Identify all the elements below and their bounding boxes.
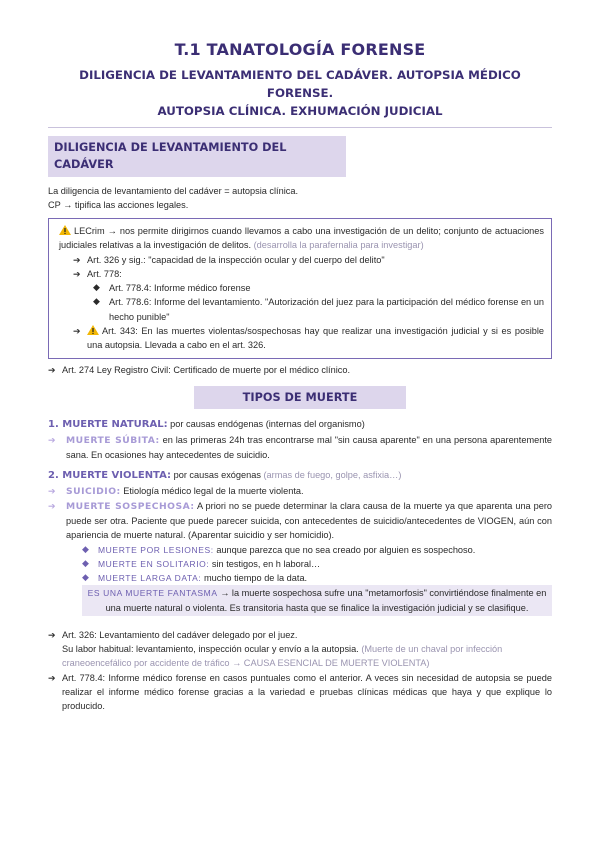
arrow-right-icon: ➔ (48, 365, 56, 376)
list-item: ➔ MUERTE SOSPECHOSA: A priori no se puede determinar la clara causa de la muerte ya que aparenta una pero puede ser otra. Paciente que puede parecer suicida, con antecedentes de suicidio/antecedentes de VIOGEN, aún con apariencia de muerte natural. (Aparentar suicidio y ser homicidio). (48, 500, 552, 541)
diamond-bullet-icon: ◆ (82, 572, 89, 583)
arrow-right-icon: ➔ (73, 254, 81, 265)
subtitle-line-2: AUTOPSIA CLÍNICA. EXHUMACIÓN JUDICIAL (157, 104, 443, 119)
section-heading-tipos: TIPOS DE MUERTE (194, 386, 406, 410)
title-divider (48, 127, 552, 128)
arrow-right-icon: ➔ (48, 485, 56, 496)
list-item: ➔ Art. 326 y sig.: "capacidad de la inspección ocular y del cuerpo del delito" (59, 253, 544, 267)
text-line: CP → tipifica las acciones legales. (48, 199, 189, 210)
arrow-right-icon: ➔ (48, 500, 56, 511)
natural-line: 1. MUERTE NATURAL: por causas endógenas (internas del organismo) (48, 419, 365, 431)
lecrim-box (48, 218, 552, 359)
section-heading-levantamiento: DILIGENCIA DE LEVANTAMIENTO DEL CADÁVER (48, 136, 346, 177)
lecrim-paragraph: LECrim → nos permite dirigirnos cuando llevamos a cabo una investigación de un delito; conjunto de actuaciones judiciales relativas a la investigación de delitos. (desarrolla la parafernalia para investigar) (59, 226, 544, 251)
list-item: ➔ Art. 326: Levantamiento del cadáver delegado por el juez. Su labor habitual: levantamiento, inspección ocular y envío a la autopsia. (Muerte de un chaval por infección craneoencefálico por accidente de tráfico → CAUSA ESENCIAL DE MUERTE VIOLENTA) (48, 629, 503, 669)
page-title: T.1 TANATOLOGÍA FORENSE (174, 40, 426, 59)
diamond-bullet-icon: ◆ (82, 557, 89, 568)
arrow-right-icon: ➔ (73, 268, 81, 279)
list-item: ◆ Art. 778.4: Informe médico forense (93, 282, 251, 294)
arrow-right-icon: ➔ (48, 629, 56, 640)
diamond-bullet-icon: ◆ (93, 296, 100, 307)
list-item: ◆ MUERTE EN SOLITARIO: sin testigos, en h laboral… (82, 557, 321, 569)
diamond-bullet-icon: ◆ (93, 282, 100, 293)
diamond-bullet-icon: ◆ (82, 543, 89, 554)
arrow-right-icon: ➔ (73, 325, 81, 336)
list-item: ➔ MUERTE SÚBITA: en las primeras 24h tras encontrarse mal "sin causa aparente" en una persona aparentemente sana. En ocasiones hay antecedentes de suicidio. (48, 434, 552, 460)
warning-icon (87, 325, 99, 335)
warning-icon (59, 225, 71, 235)
subtitle-line-1: DILIGENCIA DE LEVANTAMIENTO DEL CADÁVER. AUTOPSIA MÉDICO FORENSE. (79, 67, 521, 101)
list-item: ➔ SUICIDIO: Etiología médico legal de la muerte violenta. (48, 485, 304, 497)
page-subtitle (48, 66, 552, 121)
list-item: ◆ Art. 778.6: Informe del levantamiento. "Autorización del juez para la participación del médico forense en un hecho punible" (93, 296, 544, 322)
list-item: ◆ MUERTE LARGA DATA: mucho tiempo de la data. (82, 572, 308, 584)
list-item: ➔ Art. 274 Ley Registro Civil: Certificado de muerte por el médico clínico. (48, 363, 552, 377)
arrow-right-icon: ➔ (48, 672, 56, 683)
violenta-line: 2. MUERTE VIOLENTA: por causas exógenas (armas de fuego, golpe, asfixia…) (48, 470, 402, 482)
fantasma-highlight: ES UNA MUERTE FANTASMA → la muerte sospechosa sufre una "metamorfosis" convirtiéndose finalmente en una muerte natural o violenta. Es transitoria hasta que se finalice la investigación judicial y se clasifique. (82, 585, 552, 616)
list-item: ➔ Art. 778: (59, 267, 544, 281)
list-item: ➔ Art. 778.4: Informe médico forense en casos puntuales como el anterior. A veces sin necesidad de autopsia se puede realizar el informe médico forense gracias a la variedad e pruebas clínicas médicas que haya y que explique lo producido. (48, 672, 552, 712)
text-line: La diligencia de levantamiento del cadáver = autopsia clínica. (48, 185, 299, 196)
list-item: ◆ MUERTE POR LESIONES: aunque parezca que no sea creado por alguien es sospechoso. (82, 543, 476, 555)
arrow-right-icon: ➔ (48, 434, 56, 445)
list-item: ➔ Art. 343: En las muertes violentas/sospechosas hay que realizar una investigación judicial y si es posible una autopsia. Llevada a cabo en el art. 326. (73, 325, 544, 351)
